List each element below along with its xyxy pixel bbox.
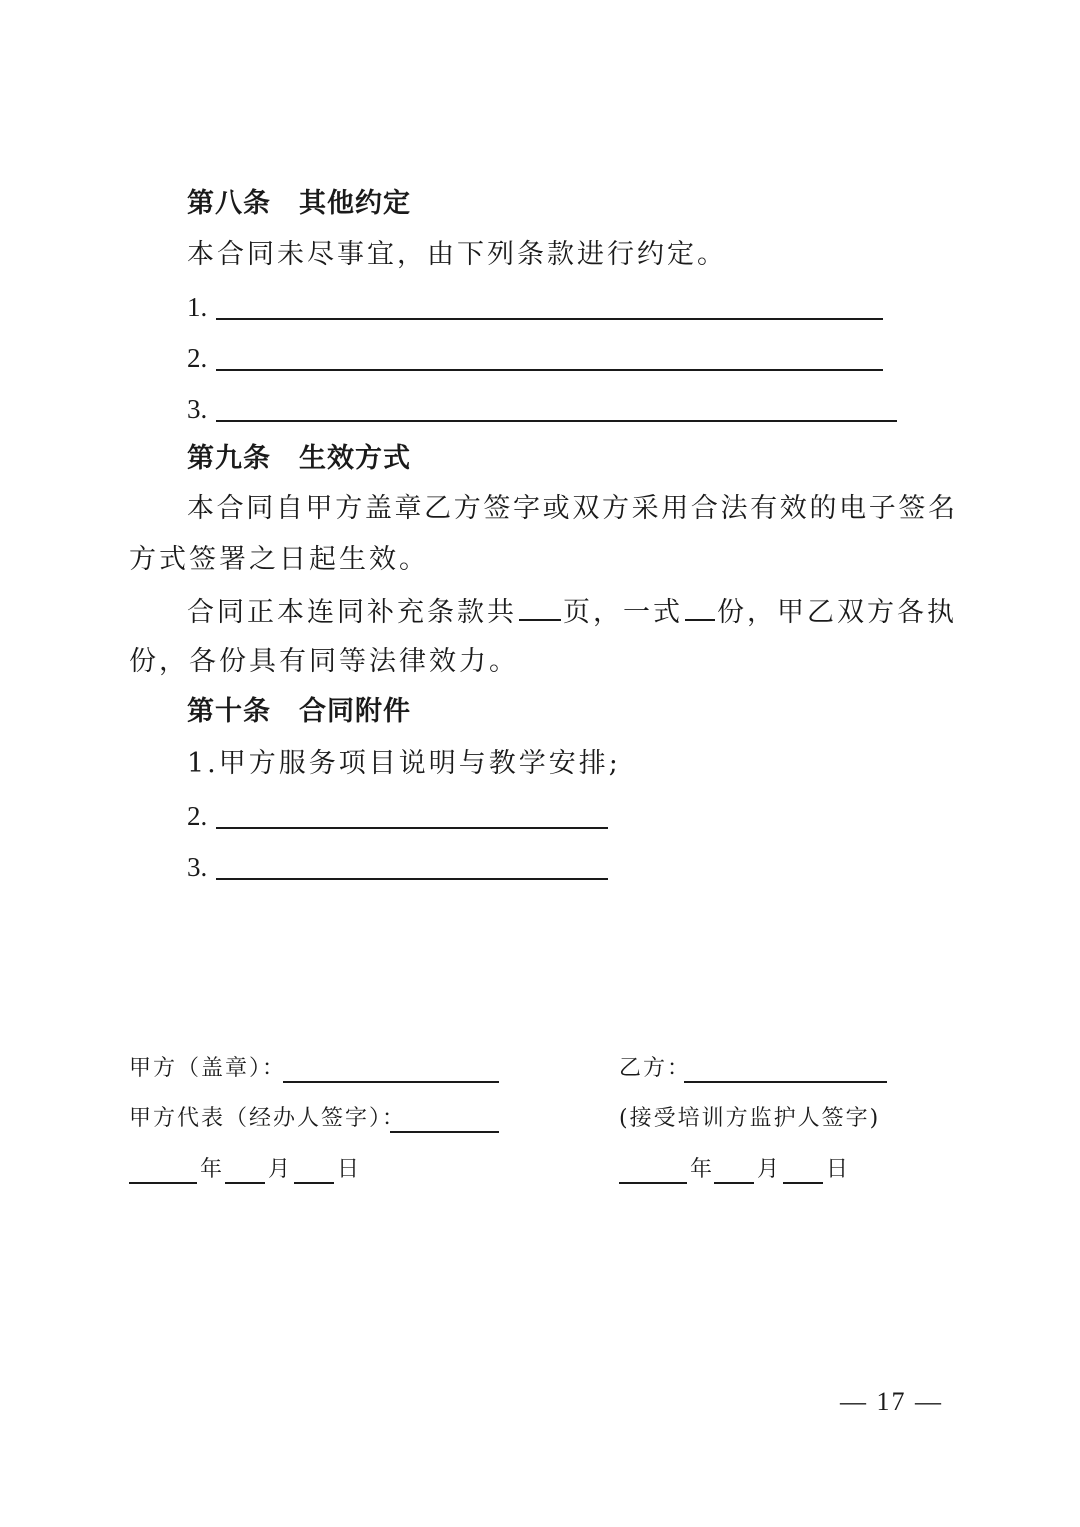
copies-count-blank[interactable] xyxy=(685,593,715,621)
article-8-body: 本合同未尽事宜，由下列条款进行约定。 xyxy=(187,239,727,270)
party-b-day-label: 日 xyxy=(826,1157,851,1182)
party-b-label: 乙方： xyxy=(619,1056,692,1081)
article-10-item-2-blank[interactable] xyxy=(216,827,608,829)
party-b-note: (接受培训方监护人签字) xyxy=(619,1106,881,1131)
page-number: — 17 — xyxy=(840,1387,943,1416)
article-10-item-1: 1.甲方服务项目说明与教学安排; xyxy=(187,748,621,779)
article-8-item-1-blank[interactable] xyxy=(216,318,883,320)
article-10-heading xyxy=(187,694,411,730)
article-8-item-2-blank[interactable] xyxy=(216,369,883,371)
party-a-year-label: 年 xyxy=(200,1157,225,1182)
party-a-day-blank[interactable] xyxy=(294,1182,334,1184)
article-8-number: 第八条 xyxy=(187,188,271,219)
article-8-item-3-number: 3. xyxy=(187,394,208,424)
article-10-item-3-blank[interactable] xyxy=(216,878,608,880)
party-b-month-blank[interactable] xyxy=(714,1182,754,1184)
party-a-day-label: 日 xyxy=(337,1157,362,1182)
party-a-month-label: 月 xyxy=(268,1157,293,1182)
party-b-year-label: 年 xyxy=(690,1157,715,1182)
article-8-title: 其他约定 xyxy=(299,188,411,219)
article-9-paragraph-1-line-2: 方式签署之日起生效。 xyxy=(129,544,429,575)
article-9-number: 第九条 xyxy=(187,443,271,474)
article-8-item-3-blank[interactable] xyxy=(216,420,897,422)
article-9-copies-text: 页，一式 xyxy=(563,597,683,628)
article-9-paragraph-2-line-2: 份，各份具有同等法律效力。 xyxy=(129,646,519,677)
party-a-year-blank[interactable] xyxy=(129,1182,197,1184)
party-b-month-label: 月 xyxy=(757,1157,782,1182)
party-a-month-blank[interactable] xyxy=(225,1182,265,1184)
article-9-heading xyxy=(187,441,411,477)
article-9-paragraph-2-line-1 xyxy=(187,593,957,631)
party-a-rep-blank[interactable] xyxy=(390,1131,499,1133)
party-b-blank[interactable] xyxy=(684,1081,887,1083)
party-b-day-blank[interactable] xyxy=(783,1182,823,1184)
article-9-each-text: 份，甲乙双方各执 xyxy=(717,597,957,628)
article-8-item-2-number: 2. xyxy=(187,343,208,373)
article-10-title: 合同附件 xyxy=(299,696,411,727)
article-8-heading xyxy=(187,186,411,222)
party-a-seal-blank[interactable] xyxy=(283,1081,499,1083)
party-a-seal-label: 甲方（盖章）： xyxy=(129,1056,287,1081)
article-9-paragraph-1-line-1: 本合同自甲方盖章乙方签字或双方采用合法有效的电子签名 xyxy=(187,493,955,524)
article-9-title: 生效方式 xyxy=(299,443,411,474)
article-10-number: 第十条 xyxy=(187,696,271,727)
article-10-item-2-number: 2. xyxy=(187,801,208,831)
article-10-item-3-number: 3. xyxy=(187,852,208,882)
article-9-pages-text: 合同正本连同补充条款共 xyxy=(187,597,517,628)
article-8-item-1-number: 1. xyxy=(187,292,208,322)
party-b-year-blank[interactable] xyxy=(619,1182,687,1184)
party-a-rep-label: 甲方代表（经办人签字）： xyxy=(129,1106,407,1131)
pages-count-blank[interactable] xyxy=(519,593,561,621)
